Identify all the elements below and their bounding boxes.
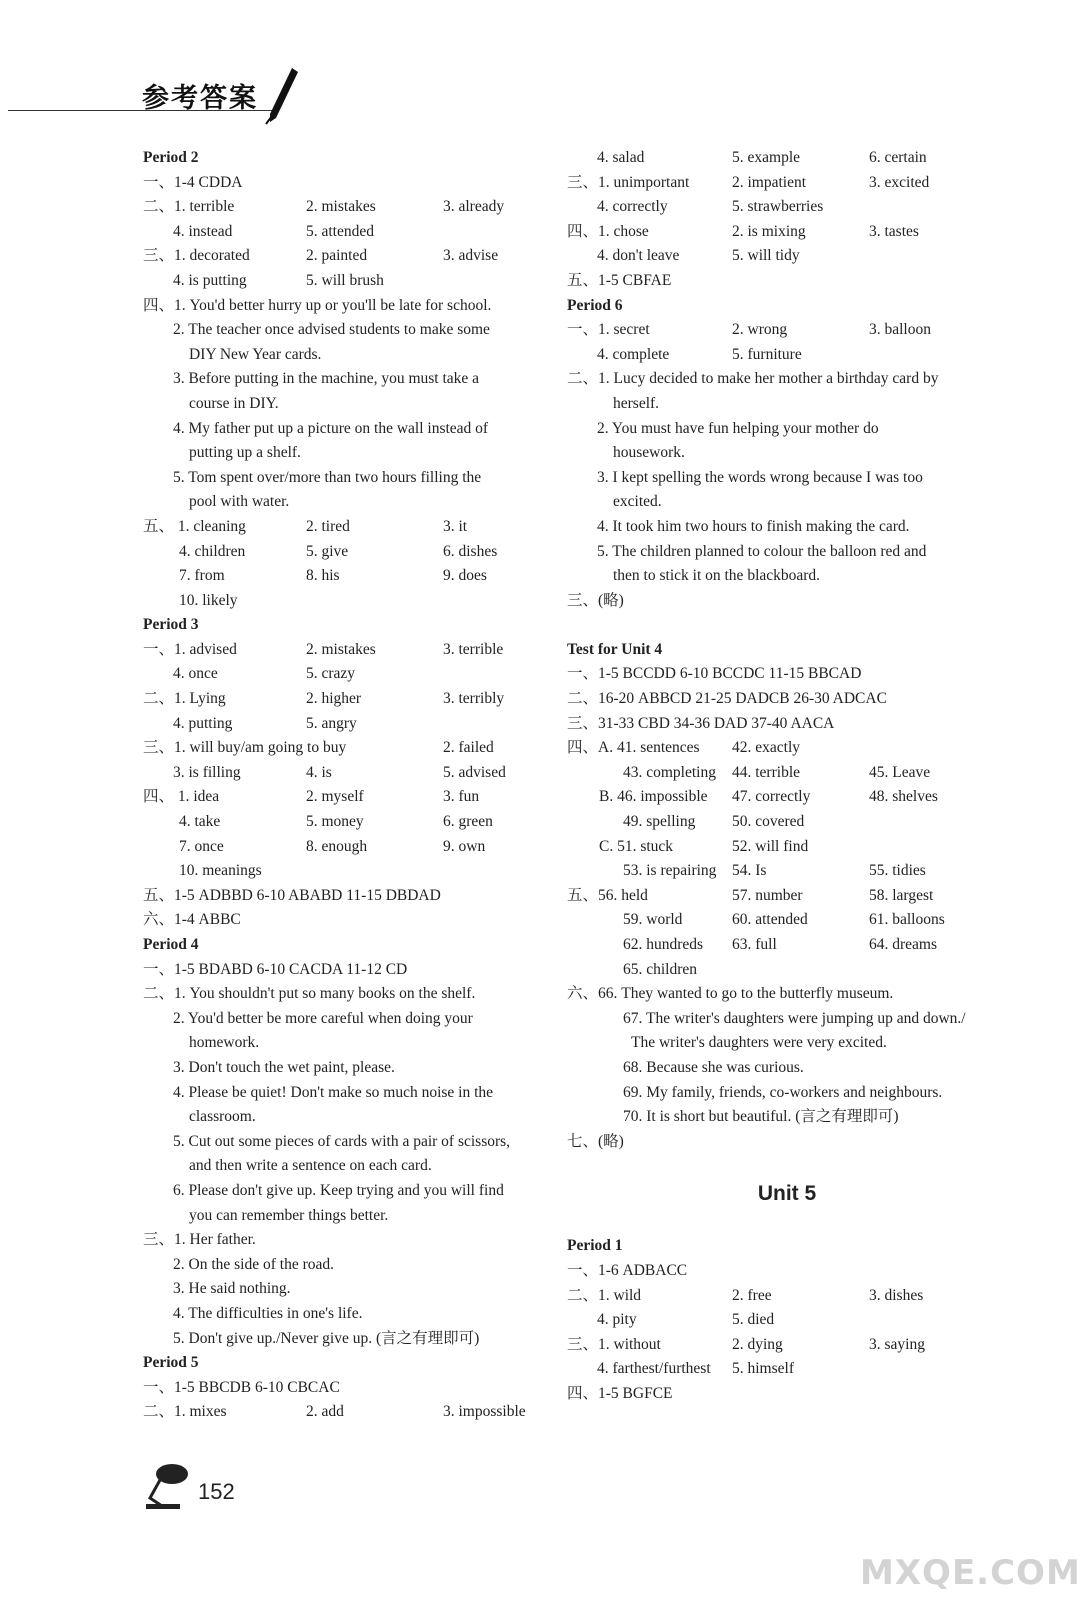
answer-text: 9. does [443, 567, 487, 585]
answer-text: 三、1. without [567, 1335, 661, 1353]
answer-text: 2. impatient [732, 173, 807, 191]
answer-text: 5. furniture [732, 345, 802, 363]
answer-text: 4. putting [173, 714, 233, 732]
answer-text: and then write a sentence on each card. [189, 1157, 432, 1175]
answer-text: 5. The children planned to colour the balloon red and [597, 542, 927, 560]
answer-text: 2. painted [306, 247, 368, 265]
answer-text: putting up a shelf. [189, 444, 301, 462]
answer-line [567, 1357, 1007, 1382]
section-heading [143, 1351, 563, 1376]
answer-text: 五、1-5 ADBBD 6-10 ABABD 11-15 DBDAD [143, 886, 441, 904]
answer-text: 4. It took him two hours to finish making the card. [597, 517, 910, 535]
answer-line [567, 908, 1007, 933]
answer-text: 49. spelling [623, 813, 696, 831]
answer-line [143, 466, 563, 491]
answer-line [567, 810, 1007, 835]
answer-text: 四、1. chose [567, 222, 649, 240]
answer-text: 58. largest [869, 886, 934, 904]
answer-text: excited. [613, 493, 662, 511]
answer-text: 3. is filling [173, 763, 241, 781]
answer-line [567, 1308, 1007, 1333]
answer-line [567, 490, 1007, 515]
answer-text: 6. dishes [443, 542, 498, 560]
answer-line [567, 982, 1007, 1007]
answer-text: 4. is putting [173, 271, 247, 289]
answer-text: homework. [189, 1034, 260, 1052]
answer-text: 六、1-4 ABBC [143, 911, 241, 929]
answer-text: 4. salad [597, 149, 645, 166]
answer-text: 3. He said nothing. [173, 1280, 291, 1298]
answer-column-right [567, 146, 1007, 1407]
answer-column-left [143, 146, 563, 1425]
answer-line [567, 736, 1007, 761]
answer-line [143, 687, 563, 712]
answer-text: 2. You'd better be more careful when doing your [173, 1009, 473, 1027]
answer-line [567, 540, 1007, 565]
answer-text: 63. full [732, 936, 777, 953]
answer-line [567, 785, 1007, 810]
answer-text: 二、16-20 ABBCD 21-25 DADCB 26-30 ADCAC [567, 690, 887, 708]
answer-line [567, 1130, 1007, 1155]
answer-line [143, 859, 563, 884]
answer-text: 3. dishes [869, 1286, 924, 1304]
desk-lamp-icon [142, 1460, 194, 1510]
header-rule [8, 110, 278, 111]
answer-text: 2. failed [443, 739, 494, 757]
answer-text: 一、1. advised [143, 640, 237, 658]
answer-text: B. 46. impossible [599, 788, 708, 806]
header-title: 参考答案 [142, 83, 258, 114]
answer-text: 4. The difficulties in one's life. [173, 1304, 363, 1322]
answer-text: Period 1 [567, 1237, 623, 1255]
answer-text: 一、1-5 BDABD 6-10 CACDA 11-12 CD [143, 960, 408, 978]
section-heading [143, 613, 563, 638]
answer-line [143, 662, 563, 687]
answer-line [567, 589, 1007, 614]
answer-text: 一、1-5 BCCDD 6-10 BCCDC 11-15 BBCAD [567, 665, 862, 683]
answer-text: 2. wrong [732, 321, 788, 339]
answer-line [143, 638, 563, 663]
answer-text: 8. enough [306, 837, 368, 855]
answer-text: 50. covered [732, 813, 805, 831]
answer-line [143, 1228, 563, 1253]
answer-line [143, 318, 563, 343]
answer-line [567, 318, 1007, 343]
answer-text: 2. mistakes [306, 640, 376, 658]
answer-line [567, 343, 1007, 368]
answer-line [567, 171, 1007, 196]
answer-line [143, 269, 563, 294]
answer-text: 4. My father put up a picture on the wall instead of [173, 419, 489, 437]
answer-line [567, 1259, 1007, 1284]
answer-line [143, 1179, 563, 1204]
answer-line [143, 540, 563, 565]
answer-text: 7. once [179, 837, 224, 855]
answer-line [567, 466, 1007, 491]
answer-text: 五、 1. cleaning [143, 517, 246, 535]
answer-text: 2. add [306, 1403, 344, 1421]
answer-text: C. 51. stuck [599, 837, 674, 855]
answer-text: 6. certain [869, 149, 927, 166]
answer-line [567, 367, 1007, 392]
answer-text: 3. impossible [443, 1403, 526, 1421]
answer-line [143, 958, 563, 983]
answer-line [143, 1081, 563, 1106]
answer-text: 一、1-4 CDDA [143, 173, 243, 191]
answer-line [567, 269, 1007, 294]
answer-text: 3. fun [443, 788, 480, 806]
answer-line [567, 859, 1007, 884]
section-heading [567, 1234, 1007, 1259]
answer-line [567, 564, 1007, 589]
answer-text: The writer's daughters were very excited. [631, 1034, 887, 1052]
answer-text: then to stick it on the blackboard. [613, 567, 821, 585]
answer-text: 70. It is short but beautiful. (言之有理即可) [623, 1108, 899, 1126]
answer-line [567, 195, 1007, 220]
answer-line [143, 1376, 563, 1401]
answer-text: Period 3 [143, 616, 199, 634]
answer-text: 5. give [306, 542, 349, 560]
answer-line [567, 515, 1007, 540]
answer-text: 二、1. Lying [143, 690, 226, 708]
answer-text: 52. will find [732, 837, 809, 855]
answer-line [567, 1105, 1007, 1130]
answer-line [143, 1327, 563, 1352]
answer-text: 三、1. Her father. [143, 1231, 256, 1249]
answer-line [567, 146, 1007, 171]
page-header [0, 0, 1081, 140]
watermark [860, 1472, 1081, 1597]
answer-text: 9. own [443, 837, 486, 855]
section-heading [143, 933, 563, 958]
answer-text: 68. Because she was curious. [623, 1058, 804, 1076]
answer-text: 7. from [179, 567, 225, 585]
answer-text: 55. tidies [869, 862, 926, 880]
answer-line [143, 294, 563, 319]
answer-line [567, 835, 1007, 860]
answer-text: 四、 1. idea [143, 788, 220, 806]
answer-text: 53. is repairing [623, 862, 717, 880]
answer-line [143, 515, 563, 540]
answer-text: 5. advised [443, 763, 506, 781]
answer-text: 5. will brush [306, 271, 384, 289]
answer-line [143, 761, 563, 786]
answer-text: 七、(略) [567, 1132, 624, 1150]
section-heading [143, 146, 563, 171]
answer-text: 一、1. secret [567, 321, 650, 339]
answer-text: 67. The writer's daughters were jumping up and down./ [623, 1009, 966, 1027]
answer-text: 47. correctly [732, 788, 811, 806]
answer-text: 4. Please be quiet! Don't make so much noise in the [173, 1083, 494, 1101]
answer-text: 4. children [179, 542, 246, 560]
pen-icon [262, 66, 302, 126]
answer-text: 3. excited [869, 173, 930, 191]
answer-text: 6. green [443, 813, 493, 831]
answer-text: 4. don't leave [597, 247, 680, 265]
answer-text: 6. Please don't give up. Keep trying and you will find [173, 1181, 504, 1199]
answer-line [143, 1105, 563, 1130]
answer-text: 4. take [179, 813, 221, 831]
answer-line [143, 392, 563, 417]
answer-line [143, 564, 563, 589]
answer-line [567, 761, 1007, 786]
answer-line [143, 908, 563, 933]
answer-line [567, 662, 1007, 687]
answer-line [143, 441, 563, 466]
answer-text: 六、66. They wanted to go to the butterfly museum. [567, 985, 894, 1003]
answer-text: 四、1. You'd better hurry up or you'll be late for school. [143, 296, 492, 314]
answer-text: 3. balloon [869, 321, 931, 339]
answer-line [143, 1302, 563, 1327]
answer-text: 二、1. You shouldn't put so many books on the shelf. [143, 985, 476, 1003]
answer-line [143, 195, 563, 220]
answer-line [567, 392, 1007, 417]
answer-text: 5. Don't give up./Never give up. (言之有理即可) [173, 1329, 480, 1347]
answer-line [143, 1277, 563, 1302]
answer-text: Period 2 [143, 149, 199, 166]
answer-line [143, 982, 563, 1007]
answer-text: 3. terribly [443, 690, 505, 708]
answer-text: 4. complete [597, 345, 670, 363]
answer-text: 5. crazy [306, 665, 356, 683]
answer-line [143, 220, 563, 245]
answer-text: 3. advise [443, 247, 499, 265]
answer-line [143, 712, 563, 737]
answer-text: 5. himself [732, 1360, 794, 1378]
answer-line [143, 1130, 563, 1155]
answer-text: course in DIY. [189, 394, 279, 412]
unit-heading: Unit 5 [757, 1182, 817, 1206]
answer-line [143, 244, 563, 269]
answer-text: 5. Cut out some pieces of cards with a pair of scissors, [173, 1132, 511, 1150]
answer-line [567, 884, 1007, 909]
answer-text: 5. example [732, 149, 801, 166]
answer-line [567, 958, 1007, 983]
answer-line [567, 1333, 1007, 1358]
answer-line [143, 736, 563, 761]
answer-line [143, 171, 563, 196]
answer-text: 48. shelves [869, 788, 938, 806]
answer-line [567, 441, 1007, 466]
answer-text: 二、1. terrible [143, 198, 235, 216]
answer-text: 4. instead [173, 222, 233, 240]
answer-line [143, 785, 563, 810]
answer-text: 10. likely [179, 591, 238, 609]
answer-text: herself. [613, 394, 660, 412]
answer-line [143, 1031, 563, 1056]
answer-text: 5. money [306, 813, 364, 831]
answer-text: 57. number [732, 886, 803, 904]
answer-line [143, 810, 563, 835]
answer-text: Test for Unit 4 [567, 640, 663, 658]
answer-text: 61. balloons [869, 911, 945, 929]
answer-line [143, 1400, 563, 1425]
answer-text: 三、31-33 CBD 34-36 DAD 37-40 AACA [567, 714, 835, 732]
answer-text: 4. pity [597, 1311, 637, 1329]
answer-line [567, 244, 1007, 269]
answer-text: 四、A. 41. sentences [567, 739, 700, 757]
answer-text: 4. is [306, 763, 332, 781]
answer-text: 42. exactly [732, 739, 801, 757]
answer-text: 五、1-5 CBFAE [567, 271, 672, 289]
answer-text: 五、56. held [567, 886, 648, 904]
section-heading [567, 638, 1007, 663]
answer-line [567, 1382, 1007, 1407]
answer-line [567, 1056, 1007, 1081]
answer-text: 四、1-5 BGFCE [567, 1384, 673, 1402]
answer-line [567, 687, 1007, 712]
answer-text: 3. I kept spelling the words wrong because I was too [597, 468, 923, 486]
answer-text: 2. mistakes [306, 198, 376, 216]
answer-text: 64. dreams [869, 936, 938, 953]
answer-text: Period 5 [143, 1354, 199, 1372]
answer-text: 59. world [623, 911, 683, 929]
answer-text: 2. is mixing [732, 222, 806, 240]
answer-text: 10. meanings [179, 862, 262, 880]
answer-text: 5. will tidy [732, 247, 800, 265]
answer-text: 4. correctly [597, 198, 668, 216]
answer-text: 4. once [173, 665, 218, 683]
answer-text: 2. myself [306, 788, 364, 806]
answer-text: pool with water. [189, 493, 290, 511]
answer-text: 二、1. mixes [143, 1403, 227, 1421]
answer-line [143, 490, 563, 515]
answer-text: 5. Tom spent over/more than two hours filling the [173, 468, 482, 486]
answer-line [567, 1007, 1007, 1032]
answer-line [143, 367, 563, 392]
answer-text: 45. Leave [869, 763, 931, 781]
answer-line [143, 835, 563, 860]
answer-text: 5. died [732, 1311, 775, 1329]
answer-text: 3. saying [869, 1335, 925, 1353]
answer-text: 44. terrible [732, 763, 801, 781]
answer-text: 54. Is [732, 862, 767, 880]
answer-text: 5. attended [306, 222, 375, 240]
answer-text: 三、1. will buy/am going to buy [143, 739, 347, 757]
answer-line [143, 417, 563, 442]
answer-line [143, 343, 563, 368]
answer-text: 5. strawberries [732, 198, 824, 216]
answer-text: 2. higher [306, 690, 362, 708]
answer-line [143, 1154, 563, 1179]
answer-text: 43. completing [623, 763, 716, 781]
answer-line [567, 1081, 1007, 1106]
answer-line [143, 1056, 563, 1081]
answer-text: 三、1. unimportant [567, 173, 690, 191]
answer-line [567, 1031, 1007, 1056]
answer-text: 2. The teacher once advised students to make some [173, 321, 490, 339]
answer-text: 4. farthest/furthest [597, 1360, 711, 1378]
answer-line [567, 1284, 1007, 1309]
page-number: 152 [198, 1479, 235, 1504]
answer-line [567, 220, 1007, 245]
section-heading [567, 294, 1007, 319]
answer-text: 62. hundreds [623, 936, 704, 953]
answer-text: Period 6 [567, 296, 623, 314]
answer-text: 3. Before putting in the machine, you must take a [173, 370, 480, 388]
answer-line [567, 417, 1007, 442]
answer-text: 二、1. wild [567, 1286, 642, 1304]
answer-line [143, 1253, 563, 1278]
watermark-text: MXQE.COM [860, 1553, 1081, 1593]
answer-text: housework. [613, 444, 685, 462]
answer-text: 三、1. decorated [143, 247, 250, 265]
answer-text: classroom. [189, 1108, 256, 1126]
answer-text: 3. terrible [443, 640, 504, 658]
answer-line [143, 589, 563, 614]
answer-text: 60. attended [732, 911, 808, 929]
answer-text: DIY New Year cards. [189, 345, 322, 363]
answer-text: 2. dying [732, 1335, 783, 1353]
answer-text: 8. his [306, 567, 340, 585]
answer-text: 3. it [443, 517, 468, 535]
answer-text: 2. tired [306, 517, 350, 535]
answer-text: 2. You must have fun helping your mother do [597, 419, 879, 437]
answer-line [143, 1204, 563, 1229]
answer-text: Period 4 [143, 936, 199, 953]
answer-text: 二、1. Lucy decided to make her mother a birthday card by [567, 370, 939, 388]
answer-text: 3. already [443, 198, 505, 216]
answer-text: 3. Don't touch the wet paint, please. [173, 1058, 395, 1076]
answer-text: you can remember things better. [189, 1206, 389, 1224]
answer-text: 2. On the side of the road. [173, 1255, 334, 1273]
answer-text: 5. angry [306, 714, 357, 732]
spacer [567, 613, 1007, 638]
answer-text: 一、1-5 BBCDB 6-10 CBCAC [143, 1378, 340, 1396]
answer-line [567, 933, 1007, 958]
answer-text: 65. children [623, 960, 698, 978]
answer-line [567, 712, 1007, 737]
answer-line [143, 1007, 563, 1032]
answer-text: 3. tastes [869, 222, 919, 240]
answer-text: 69. My family, friends, co-workers and neighbours. [623, 1083, 943, 1101]
answer-text: 2. free [732, 1286, 772, 1304]
answer-text: 一、1-6 ADBACC [567, 1261, 688, 1279]
answer-text: 三、(略) [567, 591, 624, 609]
answer-line [143, 884, 563, 909]
